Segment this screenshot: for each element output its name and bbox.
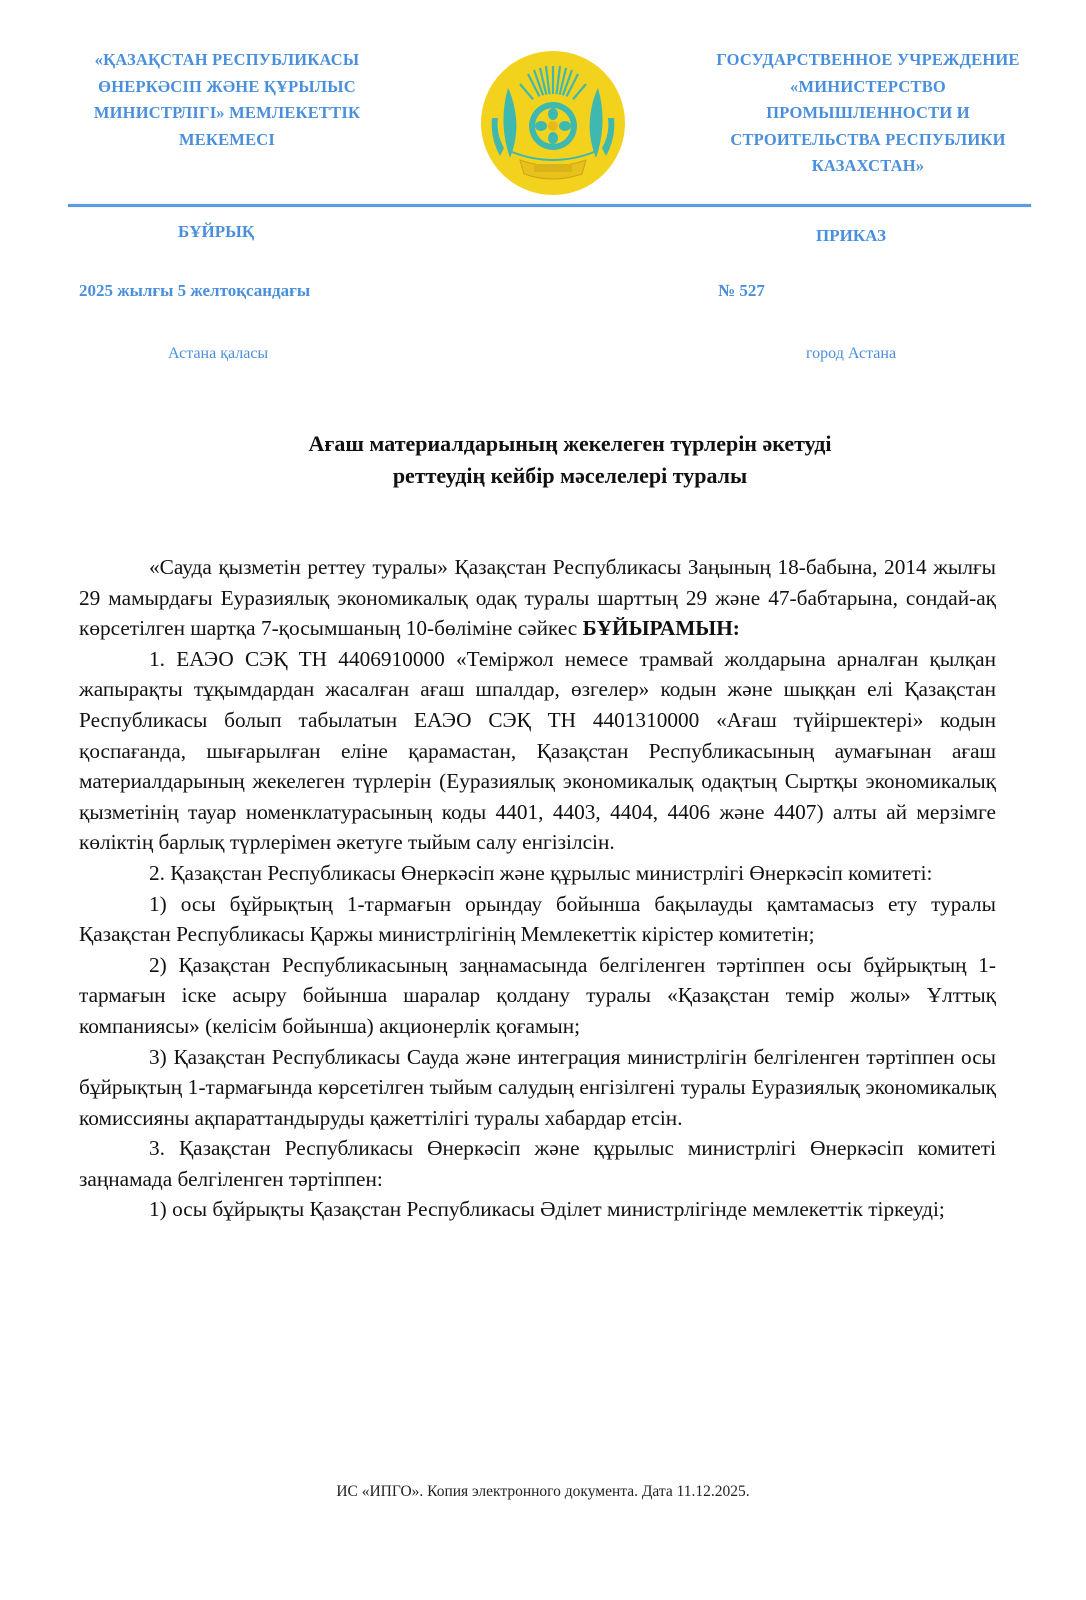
title-line: реттеудің кейбір мәселелері туралы: [392, 463, 748, 488]
document-body: [79, 552, 996, 1225]
document-title: [180, 428, 960, 492]
body-paragraph: 1) осы бұйрықтың 1-тармағын орындау бойынша бақылауды қамтамасыз ету туралы Қазақстан Республикасы Қаржы министрлігінің Мемлекеттік кірістер комитетін;: [79, 891, 996, 947]
state-emblem-icon: [478, 48, 628, 198]
body-paragraph: 3. Қазақстан Республикасы Өнеркәсіп және құрылыс министрлігі Өнеркәсіп комитеті заңнамада белгіленген тәртіппен:: [79, 1136, 996, 1191]
body-paragraph: 1. ЕАЭО СЭҚ ТН 4406910000 «Теміржол немесе трамвай жолдарына арналған қылқан жапырақты тұқымдардан жасалған ағаш шпалдар, өзгелер» кодын және шыққан елі Қазақстан Республикасы болып табылатын ЕАЭО СЭҚ ТН 4401310000 «Ағаш түйіршектері» кодын қоспағанда, шығарылған еліне қарамастан, Қазақстан Республикасының аумағынан ағаш материалдарының жекелеген түрлерін (Еуразиялық экономикалық одақтың Сыртқы экономикалық қызметінің тауар номенклатурасының коды 4401, 4403, 4404, 4406 және 4407) алты ай мерзімге көліктің барлық түрлерімен әкетуге тыйым салу енгізілсін.: [79, 646, 996, 855]
preamble-text: «Сауда қызметін реттеу туралы» Қазақстан Республикасы Заңының 18-бабына, 2014 жылғы 29 мамырдағы Еуразиялық экономикалық одақ туралы шарттың 29 және 47-бабтарына, сондай-ақ көрсетілген шартқа 7-қосымшаның 10-бөліміне сәйкес: [79, 555, 996, 641]
footer-note: ИС «ИПГО». Копия электронного документа. Дата 11.12.2025.: [336, 1483, 750, 1500]
issuer-ru-line: КАЗАХСТАН»: [811, 156, 925, 175]
emblem-graphic: [478, 48, 628, 198]
body-paragraph: 2) Қазақстан Республикасының заңнамасында белгіленген тәртіппен осы бұйрықтың 1-тармағын іске асыру бойынша шаралар қолдану туралы «Қазақстан темір жолы» Ұлттық компаниясы» (келісім бойынша) акционерлік қоғамын;: [79, 952, 996, 1038]
city-kz: Астана қаласы: [168, 345, 269, 362]
order-date: 2025 жылғы 5 желтоқсандағы: [79, 281, 311, 300]
issuer-name-kz: [62, 47, 392, 153]
body-paragraph: 1) осы бұйрықты Қазақстан Республикасы Әділет министрлігінде мемлекеттік тіркеуді;: [149, 1197, 945, 1222]
order-number: № 527: [718, 281, 765, 300]
body-paragraph: 2. Қазақстан Республикасы Өнеркәсіп және құрылыс министрлігі Өнеркәсіп комитеті:: [149, 860, 933, 885]
body-paragraph: 3) Қазақстан Республикасы Сауда және интеграция министрлігін белгіленген тәртіппен осы бұйрықтың 1-тармағында көрсетілген тыйым салудың енгізілгені туралы Еуразиялық экономикалық комиссияны ақпараттандыруды қажеттілігі туралы хабардар етсін.: [79, 1044, 996, 1130]
issuer-name-ru: [690, 47, 1046, 180]
preamble-paragraph: [79, 552, 996, 644]
order-directive: БҰЙЫРАМЫН:: [582, 616, 740, 641]
issuer-ru-line: ГОСУДАРСТВЕННОЕ УЧРЕЖДЕНИЕ: [716, 50, 1020, 69]
issuer-kz-line: «ҚАЗАҚСТАН РЕСПУБЛИКАСЫ: [94, 50, 360, 69]
issuer-ru-line: ПРОМЫШЛЕННОСТИ И: [766, 103, 970, 122]
issuer-kz-line: МИНИСТРЛІГІ» МЕМЛЕКЕТТІК: [93, 103, 361, 122]
city-ru: город Астана: [806, 345, 897, 362]
title-line: Ағаш материалдарының жекелеген түрлерін әкетуді: [308, 431, 832, 456]
header-divider: [68, 204, 1031, 207]
issuer-kz-line: МЕКЕМЕСІ: [178, 129, 276, 149]
issuer-ru-line: «МИНИСТЕРСТВО: [790, 76, 946, 96]
order-label-kz: БҰЙРЫҚ: [178, 222, 255, 241]
issuer-kz-line: ӨНЕРКӘСІП ЖӘНЕ ҚҰРЫЛЫС: [98, 76, 356, 96]
order-label-ru: ПРИКАЗ: [816, 226, 886, 245]
issuer-ru-line: СТРОИТЕЛЬСТВА РЕСПУБЛИКИ: [730, 129, 1006, 149]
